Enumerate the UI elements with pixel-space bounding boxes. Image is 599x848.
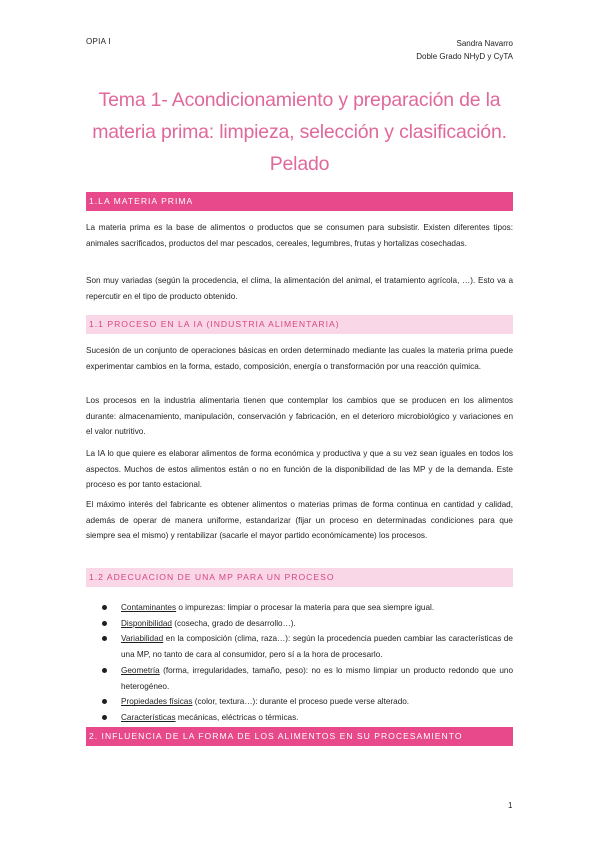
page-title — [86, 84, 513, 180]
list-item-term: Variabilidad — [121, 634, 164, 644]
list-item-term: Contaminantes — [121, 603, 177, 612]
list-item-term: Propiedades físicas — [121, 697, 193, 707]
list-item-text: (color, textura…): durante el proceso puede verse alterado. — [192, 697, 410, 707]
list-item-term: Geometría — [121, 665, 160, 675]
list-item-text: (forma, irregularidades, tamaño, peso): no es lo mismo limpiar un producto redondo que uno heterogéneo. — [121, 665, 513, 691]
bullet-icon — [102, 715, 107, 720]
header-author — [416, 37, 513, 63]
list-item-term: Disponibilidad — [121, 618, 172, 628]
list-item — [86, 616, 513, 632]
list-item-term: Características — [121, 712, 176, 722]
page-number: 1 — [508, 801, 513, 810]
header-author-name: Sandra Navarro — [456, 39, 513, 48]
paragraph-3: Sucesión de un conjunto de operaciones básicas en orden determinado mediante las cuales la materia prima puede experimentar cambios en la forma, estado, composición, energía o transformación por una reacción química. — [86, 346, 513, 371]
list-item-text: (cosecha, grado de desarrollo…). — [171, 618, 296, 628]
header-course: OPIA I — [86, 37, 111, 46]
bullet-icon — [102, 605, 107, 610]
list-item-text: mecánicas, eléctricas o térmicas. — [175, 712, 299, 722]
title-line-1: Tema 1- Acondicionamiento y preparación de la — [98, 89, 501, 111]
bullet-icon — [102, 636, 107, 641]
header-degree: Doble Grado NHyD y CyTA — [416, 52, 513, 61]
bullet-icon — [102, 699, 107, 704]
section-heading-materia-prima: 1.LA MATERIA PRIMA — [86, 192, 513, 211]
list-item — [86, 710, 513, 726]
paragraph-2: Son muy variadas (según la procedencia, el clima, la alimentación del animal, el tratamiento agrícola, …). Esto va a repercutir en el tipo de producto obtenido. — [86, 276, 513, 301]
list-item-text: o impurezas: limpiar o procesar la materia para que sea siempre igual. — [176, 603, 435, 612]
section-heading-proceso-ia: 1.1 PROCESO EN LA IA (INDUSTRIA ALIMENTARIA) — [86, 315, 513, 334]
bullet-icon — [102, 621, 107, 626]
list-item-text: en la composición (clima, raza…): según la procedencia pueden cambiar las características de una MP, no tanto de cara al consumidor, pero sí a la hora de procesarlo. — [121, 634, 513, 660]
section-heading-influencia-forma: 2. INFLUENCIA DE LA FORMA DE LOS ALIMENTOS EN SU PROCESAMIENTO — [86, 727, 513, 746]
paragraph-6: El máximo interés del fabricante es obtener alimentos o materias primas de forma continua en cantidad y calidad, además de operar de manera uniforme, estandarizar (fijar un proceso en determinadas condiciones para que siempre sea el mismo) y rentabilizar (sacarle el mayor partido económicamente) los procesos. — [86, 500, 513, 541]
title-line-3: Pelado — [269, 153, 330, 175]
section-heading-adecuacion-mp: 1.2 ADECUACION DE UNA MP PARA UN PROCESO — [86, 568, 513, 587]
title-line-2: materia prima: limpieza, selección y clasificación. — [92, 121, 507, 143]
factors-list — [86, 600, 513, 726]
paragraph-4: Los procesos en la industria alimentaria tienen que contemplar los cambios que se producen en los alimentos durante: almacenamiento, manipulación, conservación y fabricación, en el deterioro microbiológico y variaciones en el valor nutritivo. — [86, 396, 513, 437]
list-item — [86, 694, 513, 710]
paragraph-1: La materia prima es la base de alimentos o productos que se consumen para subsistir. Existen diferentes tipos: animales sacrificados, productos del mar pescados, cereales, legumbres, frutas y hortalizas cosechadas. — [86, 223, 513, 248]
list-item — [86, 663, 513, 694]
paragraph-5: La IA lo que quiere es elaborar alimentos de forma económica y productiva y que a su vez sean iguales en todos los aspectos. Muchos de estos alimentos están o no en función de la disponibilidad de las MP y de la demanda. Este proceso es por tanto estacional. — [86, 449, 513, 490]
list-item — [86, 631, 513, 662]
list-item — [86, 600, 513, 616]
bullet-icon — [102, 668, 107, 673]
